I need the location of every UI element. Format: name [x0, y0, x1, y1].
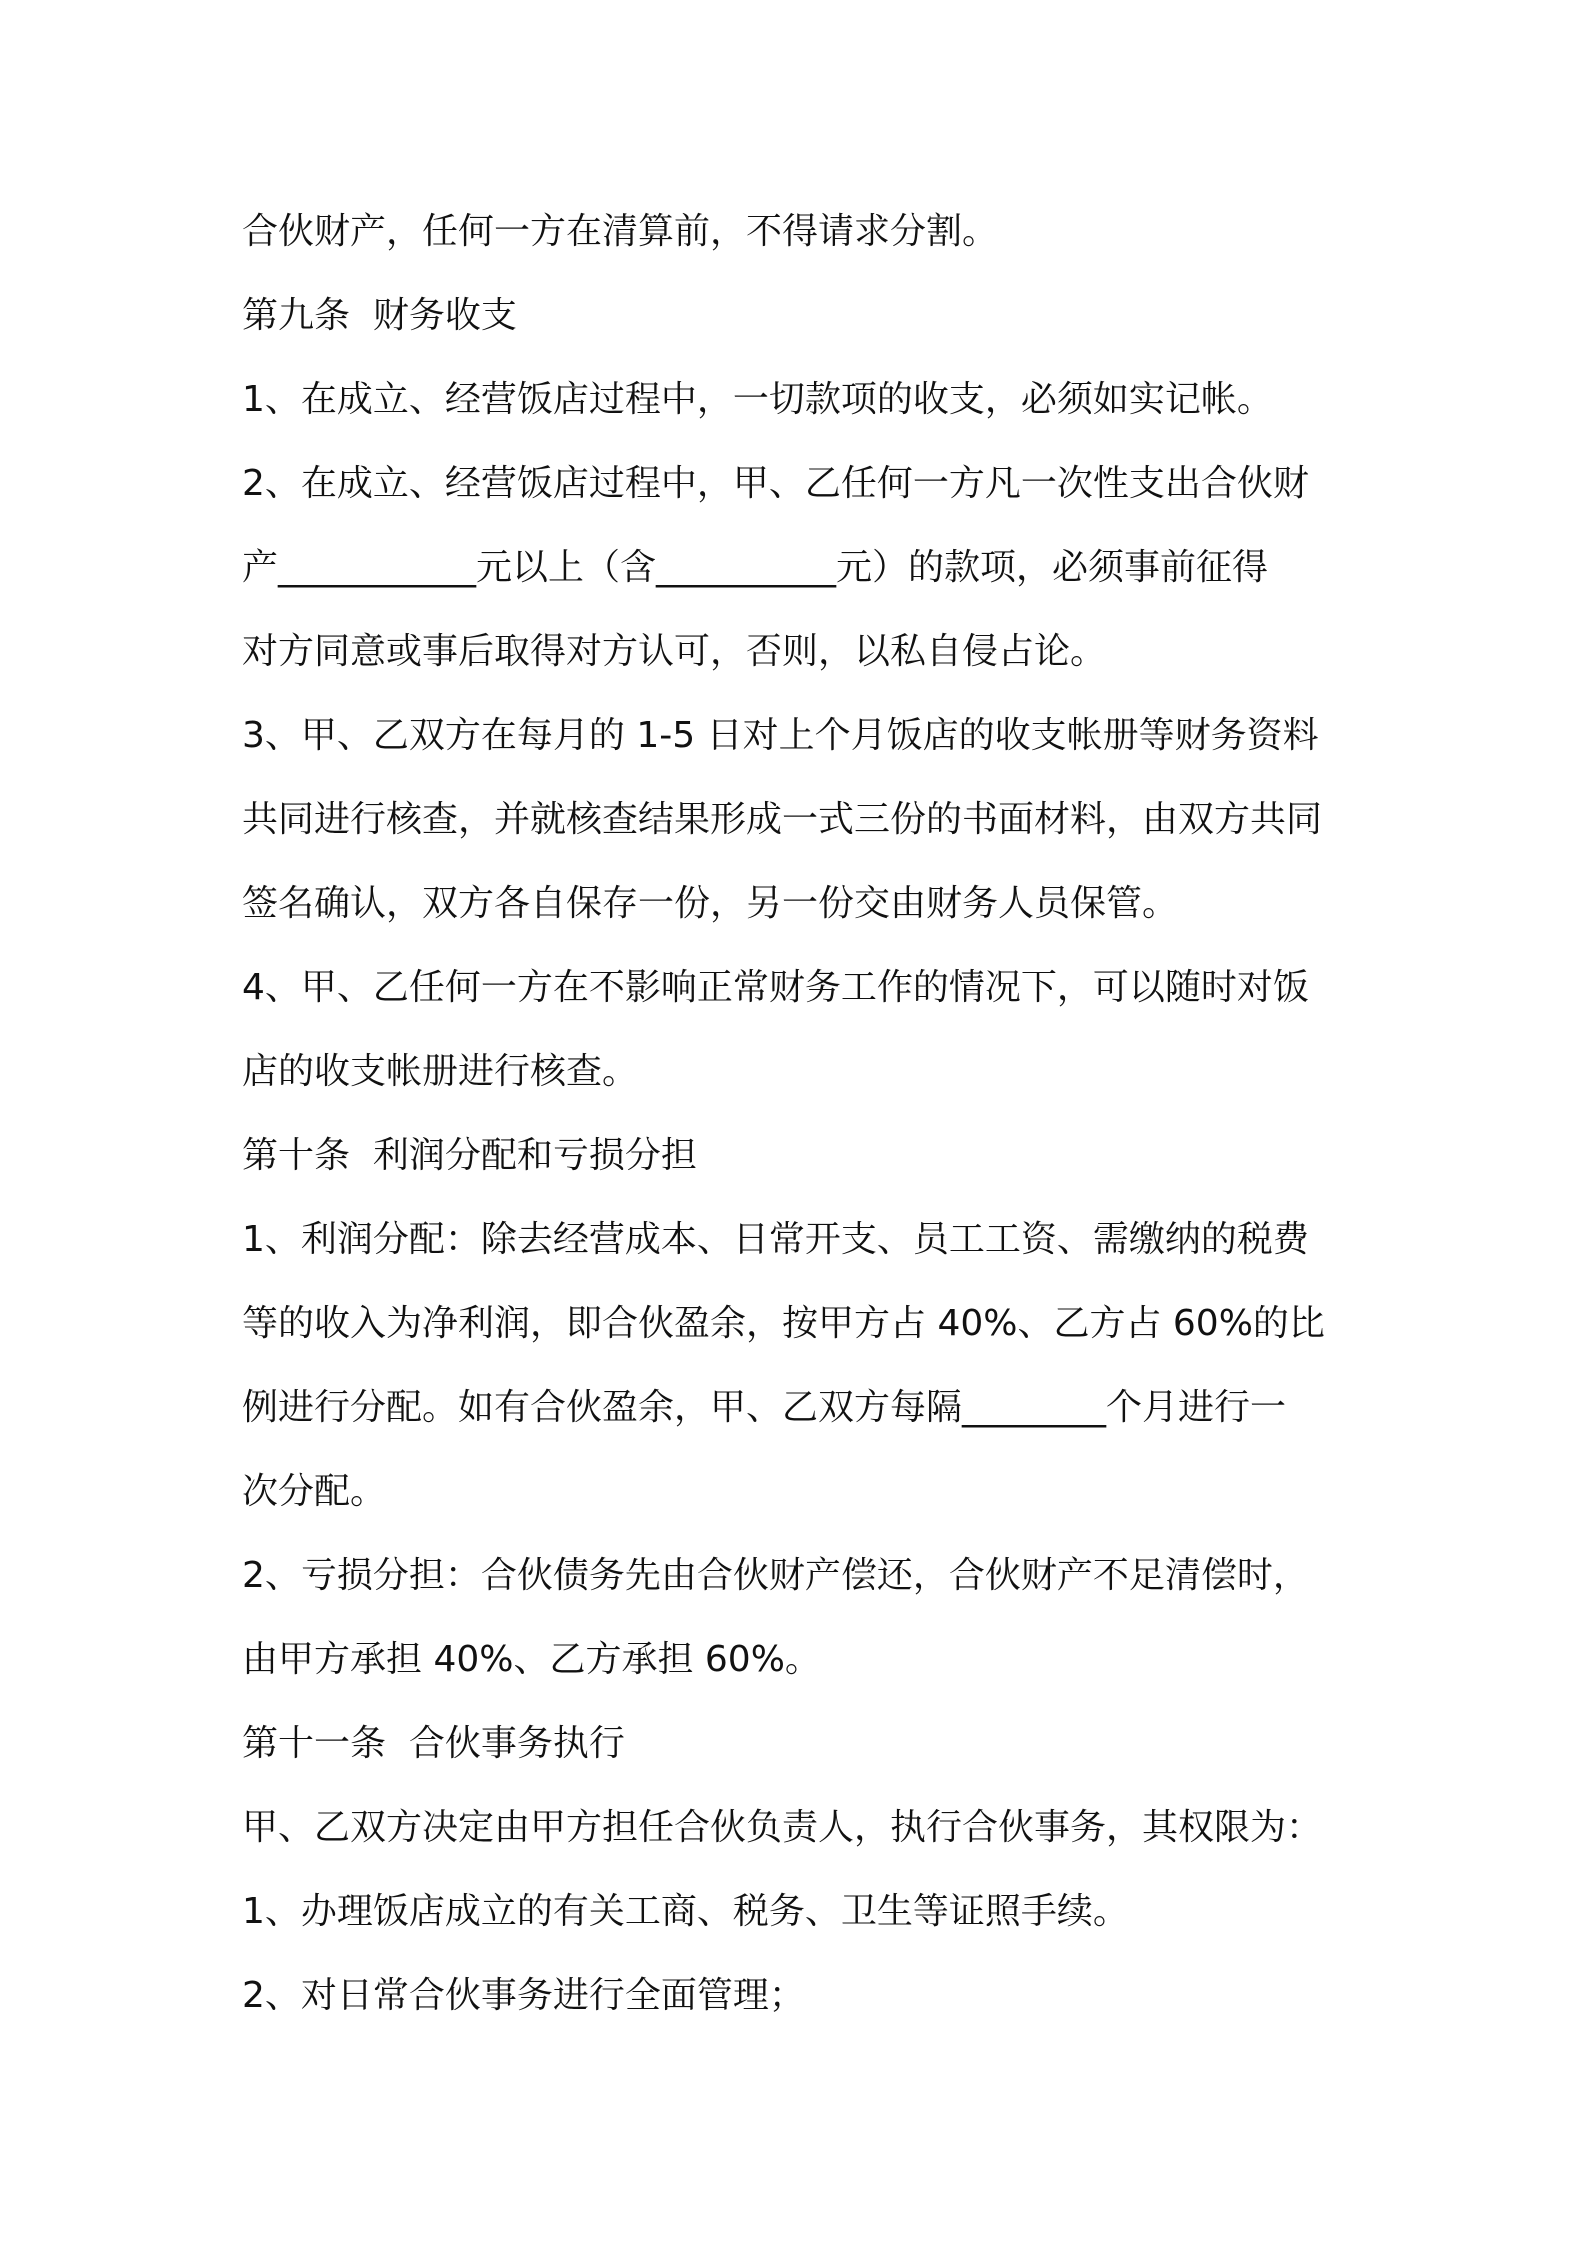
paragraph-line: 1、利润分配：除去经营成本、日常开支、员工工资、需缴纳的税费 — [242, 1219, 1309, 1260]
paragraph-line: 1、办理饭店成立的有关工商、税务、卫生等证照手续。 — [242, 1891, 1129, 1932]
paragraph-line: 例进行分配。如有合伙盈余，甲、乙双方每隔________个月进行一 — [242, 1387, 1287, 1428]
paragraph-line: 2、在成立、经营饭店过程中，甲、乙任何一方凡一次性支出合伙财 — [242, 463, 1309, 504]
paragraph-line: 2、对日常合伙事务进行全面管理； — [242, 1975, 805, 2016]
article-heading-11: 第十一条 合伙事务执行 — [242, 1723, 625, 1764]
paragraph-line: 产___________元以上（含__________元）的款项，必须事前征得 — [242, 547, 1269, 588]
paragraph-line: 合伙财产，任何一方在清算前，不得请求分割。 — [242, 211, 999, 252]
paragraph-line: 甲、乙双方决定由甲方担任合伙负责人，执行合伙事务，其权限为： — [242, 1807, 1323, 1848]
paragraph-line: 由甲方承担 40%、乙方承担 60%。 — [242, 1639, 821, 1680]
article-heading-9: 第九条 财务收支 — [242, 295, 517, 336]
paragraph-line: 签名确认，双方各自保存一份，另一份交由财务人员保管。 — [242, 883, 1179, 924]
paragraph-line: 4、甲、乙任何一方在不影响正常财务工作的情况下，可以随时对饭 — [242, 967, 1309, 1008]
paragraph-line: 共同进行核查，并就核查结果形成一式三份的书面材料，由双方共同 — [242, 799, 1323, 840]
paragraph-line: 3、甲、乙双方在每月的 1-5 日对上个月饭店的收支帐册等财务资料 — [242, 715, 1319, 756]
document-body — [242, 190, 1362, 2038]
paragraph-line: 店的收支帐册进行核查。 — [242, 1051, 639, 1092]
paragraph-line: 次分配。 — [242, 1471, 387, 1512]
article-heading-10: 第十条 利润分配和亏损分担 — [242, 1135, 697, 1176]
paragraph-line: 等的收入为净利润，即合伙盈余，按甲方占 40%、乙方占 60%的比 — [242, 1303, 1325, 1344]
paragraph-line: 对方同意或事后取得对方认可，否则，以私自侵占论。 — [242, 631, 1107, 672]
paragraph-line: 1、在成立、经营饭店过程中，一切款项的收支，必须如实记帐。 — [242, 379, 1273, 420]
paragraph-line: 2、亏损分担：合伙债务先由合伙财产偿还，合伙财产不足清偿时， — [242, 1555, 1309, 1596]
